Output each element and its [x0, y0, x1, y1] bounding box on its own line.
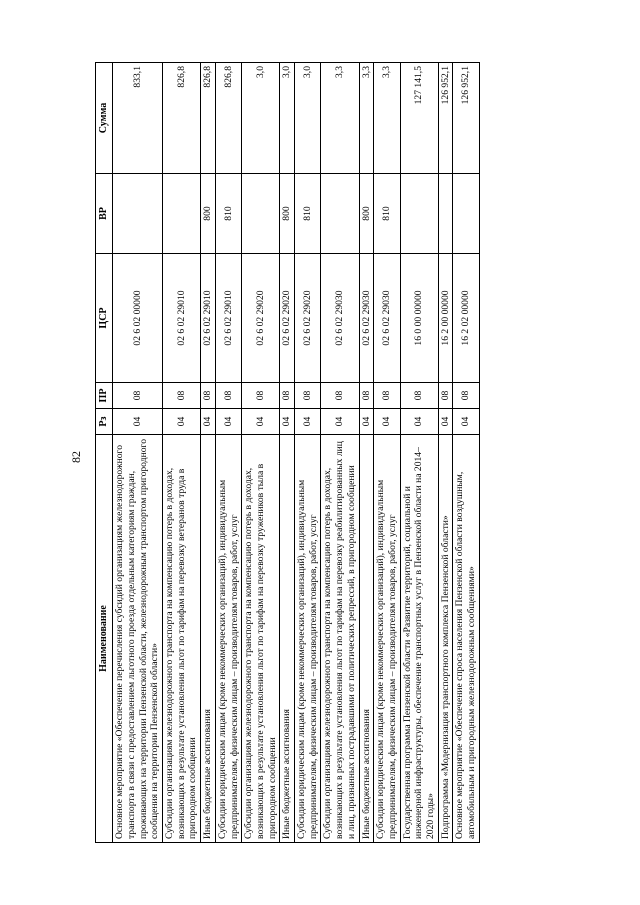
- budget-table: [95, 62, 480, 843]
- table-row: [400, 63, 438, 843]
- row-sum: 826,8: [201, 63, 216, 174]
- row-name: Основное мероприятие «Обеспечение спроса населения Пензенской области воздушным, автомобильным и пригородным железнодорожным сообщениями»: [453, 435, 479, 843]
- row-csr: 16 2 00 00000: [438, 254, 453, 383]
- header-pr: ПР: [96, 383, 113, 409]
- row-vr: [453, 174, 479, 254]
- row-name: Субсидии организациям железнодорожного транспорта на компенсацию потерь в доходах, возникающих в результате установления льгот по тарифам на перевозку реабилитированных лиц и лиц, признанных пострадавшими от политических репрессий, в пригородном сообщении: [321, 435, 359, 843]
- row-name: Государственная программа Пензенской области «Развитие территорий, социальной и инженерной инфраструктуры, обеспечение транспортных услуг в Пензенской области на 2014–2020 годы»: [400, 435, 438, 843]
- row-vr: 800: [201, 174, 216, 254]
- row-pr: 08: [113, 383, 163, 409]
- row-sum: 3,3: [374, 63, 400, 174]
- row-pr: 08: [438, 383, 453, 409]
- row-pr: 08: [201, 383, 216, 409]
- row-name: Иные бюджетные ассигнования: [280, 435, 295, 843]
- row-vr: 800: [359, 174, 374, 254]
- row-csr: 02 6 02 29030: [321, 254, 359, 383]
- row-pr: 08: [295, 383, 321, 409]
- row-pr: 08: [374, 383, 400, 409]
- row-vr: 800: [280, 174, 295, 254]
- row-csr: 02 6 02 29030: [359, 254, 374, 383]
- table-row: [163, 63, 201, 843]
- row-pr: 08: [400, 383, 438, 409]
- row-rz: 04: [163, 409, 201, 435]
- row-name: Основное мероприятие «Обеспечение перечисления субсидий организациям железнодорожного транспорта в связи с предоставлением льготного проезда отдельным категориям граждан, проживающих на территории Пензенской области, железнодорожным транспортом пригородного сообщения на территории Пензенской области»: [113, 435, 163, 843]
- row-vr: [113, 174, 163, 254]
- row-sum: 3,0: [242, 63, 280, 174]
- row-csr: 02 6 02 29020: [295, 254, 321, 383]
- table-row: [295, 63, 321, 843]
- row-csr: 02 6 02 29020: [242, 254, 280, 383]
- row-sum: 126 952,1: [438, 63, 453, 174]
- row-pr: 08: [359, 383, 374, 409]
- row-rz: 04: [201, 409, 216, 435]
- row-rz: 04: [400, 409, 438, 435]
- table-body: [113, 63, 480, 843]
- row-name: Иные бюджетные ассигнования: [201, 435, 216, 843]
- row-rz: 04: [453, 409, 479, 435]
- table-header-row: [96, 63, 113, 843]
- row-csr: 16 2 02 00000: [453, 254, 479, 383]
- row-sum: 127 141,5: [400, 63, 438, 174]
- row-rz: 04: [295, 409, 321, 435]
- row-sum: 826,8: [163, 63, 201, 174]
- row-vr: 810: [374, 174, 400, 254]
- header-csr: ЦСР: [96, 254, 113, 383]
- row-csr: 02 6 02 29010: [201, 254, 216, 383]
- row-sum: 126 952,1: [453, 63, 479, 174]
- row-csr: 02 6 02 00000: [113, 254, 163, 383]
- row-pr: 08: [215, 383, 241, 409]
- row-csr: 02 6 02 29010: [215, 254, 241, 383]
- row-sum: 833,1: [113, 63, 163, 174]
- row-sum: 3,0: [295, 63, 321, 174]
- table-row: [215, 63, 241, 843]
- row-vr: 810: [215, 174, 241, 254]
- row-vr: [321, 174, 359, 254]
- row-vr: [242, 174, 280, 254]
- row-rz: 04: [438, 409, 453, 435]
- row-name: Субсидии организациям железнодорожного транспорта на компенсацию потерь в доходах, возникающих в результате установления льгот по тарифам на перевозку ветеранов труда в пригородном сообщении: [163, 435, 201, 843]
- row-vr: [400, 174, 438, 254]
- row-pr: 08: [453, 383, 479, 409]
- header-sum: Сумма: [96, 63, 113, 174]
- row-pr: 08: [242, 383, 280, 409]
- page-number: 82: [69, 451, 83, 463]
- row-rz: 04: [113, 409, 163, 435]
- header-vr: ВР: [96, 174, 113, 254]
- row-rz: 04: [242, 409, 280, 435]
- row-vr: [438, 174, 453, 254]
- row-name: Субсидии юридическим лицам (кроме некоммерческих организаций), индивидуальным предпринимателям, физическим лицам – производителям товаров, работ, услуг: [215, 435, 241, 843]
- row-rz: 04: [374, 409, 400, 435]
- table-row: [280, 63, 295, 843]
- row-name: Подпрограмма «Модернизация транспортного комплекса Пензенской области»: [438, 435, 453, 843]
- row-pr: 08: [321, 383, 359, 409]
- row-name: Иные бюджетные ассигнования: [359, 435, 374, 843]
- rotated-page-content: [95, 63, 545, 843]
- header-rz: Рз: [96, 409, 113, 435]
- row-rz: 04: [359, 409, 374, 435]
- row-rz: 04: [215, 409, 241, 435]
- table-row: [201, 63, 216, 843]
- row-sum: 3,0: [280, 63, 295, 174]
- row-vr: [163, 174, 201, 254]
- row-sum: 3,3: [359, 63, 374, 174]
- row-sum: 826,8: [215, 63, 241, 174]
- header-name: Наименование: [96, 435, 113, 843]
- row-csr: 02 6 02 29010: [163, 254, 201, 383]
- table-row: [359, 63, 374, 843]
- row-rz: 04: [321, 409, 359, 435]
- row-rz: 04: [280, 409, 295, 435]
- row-name: Субсидии юридическим лицам (кроме некоммерческих организаций), индивидуальным предпринимателям, физическим лицам – производителям товаров, работ, услуг: [374, 435, 400, 843]
- row-name: Субсидии юридическим лицам (кроме некоммерческих организаций), индивидуальным предпринимателям, физическим лицам – производителям товаров, работ, услуг: [295, 435, 321, 843]
- row-csr: 16 0 00 00000: [400, 254, 438, 383]
- row-pr: 08: [280, 383, 295, 409]
- table-row: [374, 63, 400, 843]
- table-row: [453, 63, 479, 843]
- row-name: Субсидии организациям железнодорожного транспорта на компенсацию потерь в доходах, возникающих в результате установления льгот по тарифам на перевозку тружеников тыла в пригородном сообщении: [242, 435, 280, 843]
- row-vr: 810: [295, 174, 321, 254]
- table-row: [438, 63, 453, 843]
- row-csr: 02 6 02 29020: [280, 254, 295, 383]
- row-pr: 08: [163, 383, 201, 409]
- table-row: [242, 63, 280, 843]
- table-row: [321, 63, 359, 843]
- table-row: [113, 63, 163, 843]
- row-csr: 02 6 02 29030: [374, 254, 400, 383]
- row-sum: 3,3: [321, 63, 359, 174]
